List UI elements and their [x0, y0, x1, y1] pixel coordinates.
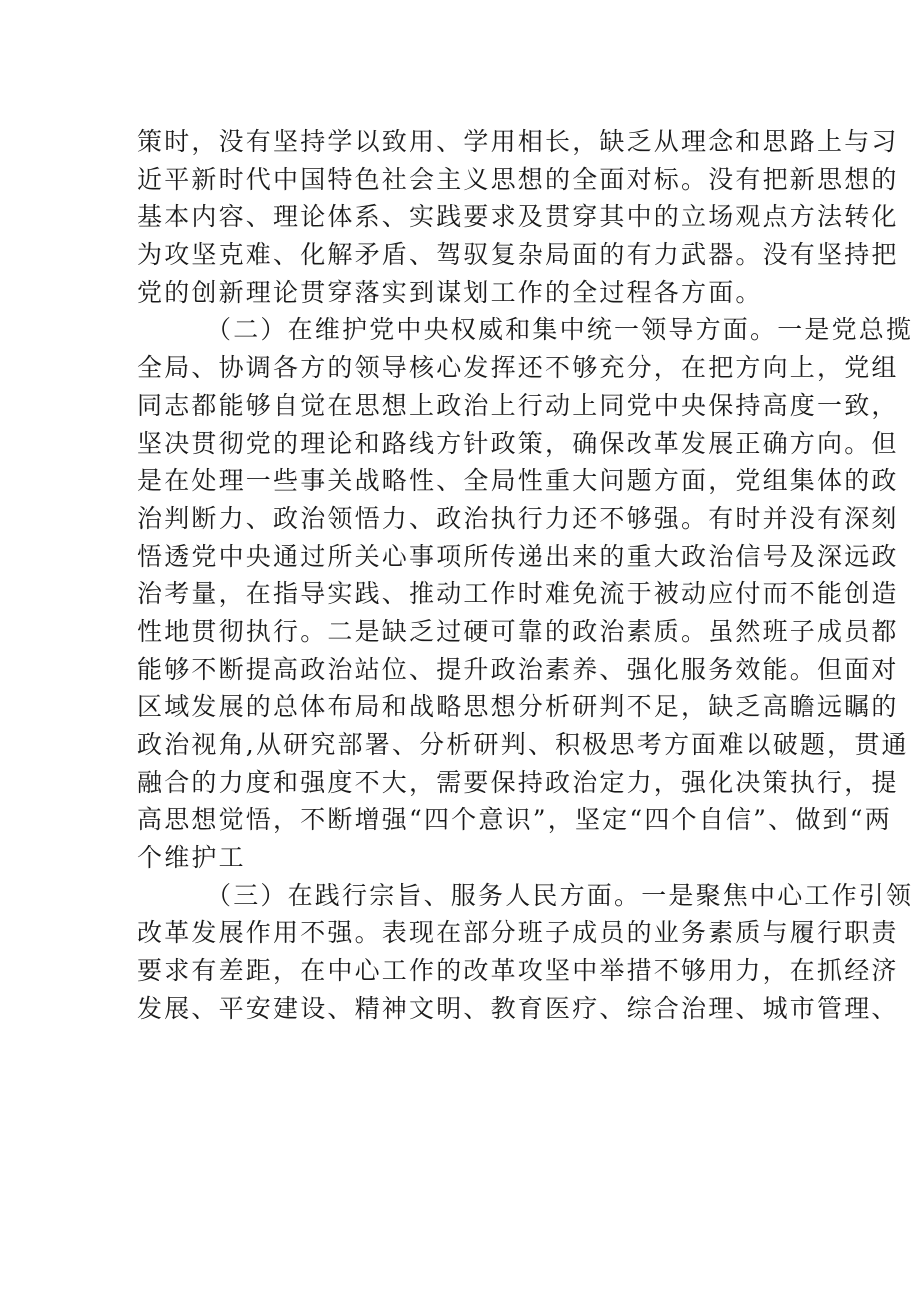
text-line: （三）在践行宗旨、服务人民方面。一是聚焦中心工作引领	[206, 880, 914, 910]
paragraph-2	[137, 311, 914, 876]
text-line: 发展、平安建设、精神文明、教育医疗、综合治理、城市管理、	[137, 993, 899, 1023]
text-line: 悟透党中央通过所关心事项所传递出来的重大政治信号及深远政	[137, 541, 899, 571]
text-line: 政治视角,从研究部署、分析研判、积极思考方面难以破题，贯通	[137, 730, 909, 759]
text-line: 区域发展的总体布局和战略思想分析研判不足，缺乏高瞻远瞩的	[137, 692, 899, 722]
text-line: 坚决贯彻党的理论和路线方针政策，确保改革发展正确方向。但	[137, 428, 899, 458]
text-line: 融合的力度和强度不大，需要保持政治定力，强化决策执行，提	[137, 767, 899, 797]
paragraph-3	[137, 877, 914, 1028]
paragraph-1	[137, 123, 899, 311]
text-line: 治判断力、政治领悟力、政治执行力还不够强。有时并没有深刻	[137, 503, 899, 533]
text-line: 基本内容、理论体系、实践要求及贯穿其中的立场观点方法转化	[137, 202, 899, 232]
text-line: 要求有差距，在中心工作的改革攻坚中举措不够用力，在抓经济	[137, 956, 899, 986]
text-line: （二）在维护党中央权威和集中统一领导方面。一是党总揽	[206, 315, 914, 345]
text-line: 全局、协调各方的领导核心发挥还不够充分，在把方向上，党组	[137, 353, 899, 383]
text-line: 策时，没有坚持学以致用、学用相长，缺乏从理念和思路上与习	[137, 127, 899, 156]
text-line: 高思想觉悟，不断增强“四个意识”，坚定“四个自信”、做到“两	[137, 805, 892, 835]
text-line: 是在处理一些事关战略性、全局性重大问题方面，党组集体的政	[137, 466, 899, 496]
text-line: 同志都能够自觉在思想上政治上行动上同党中央保持高度一致，	[137, 390, 899, 420]
text-line: 改革发展作用不强。表现在部分班子成员的业务素质与履行职责	[137, 918, 899, 948]
text-line: 党的创新理论贯穿落实到谋划工作的全过程各方面。	[137, 277, 763, 307]
text-line: 能够不断提高政治站位、提升政治素养、强化服务效能。但面对	[137, 654, 899, 684]
document-body	[137, 123, 914, 1028]
text-line: 性地贯彻执行。二是缺乏过硬可靠的政治素质。虽然班子成员都	[137, 616, 899, 646]
text-line: 个维护工	[137, 843, 246, 873]
text-line: 为攻坚克难、化解矛盾、驾驭复杂局面的有力武器。没有坚持把	[137, 240, 899, 270]
text-line: 近平新时代中国特色社会主义思想的全面对标。没有把新思想的	[137, 164, 899, 194]
text-line: 治考量，在指导实践、推动工作时难免流于被动应付而不能创造	[137, 579, 899, 609]
